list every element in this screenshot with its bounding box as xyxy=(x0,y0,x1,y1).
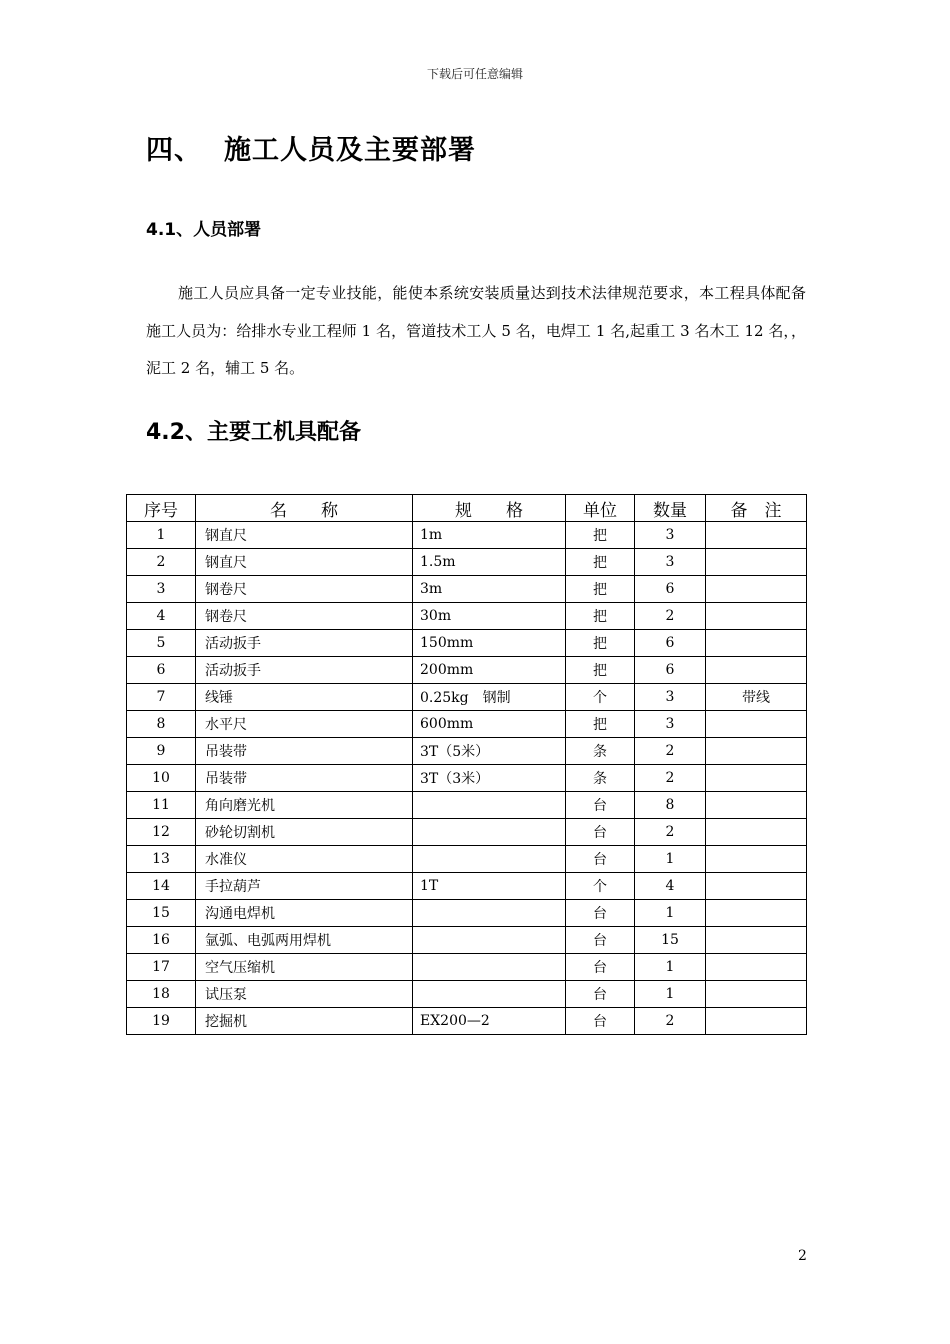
table-row xyxy=(127,954,807,981)
cell-unit: 把 xyxy=(566,522,635,549)
cell-unit: 把 xyxy=(566,603,635,630)
cell-note xyxy=(706,711,807,738)
cell-note xyxy=(706,900,807,927)
cell-note xyxy=(706,549,807,576)
cell-no: 4 xyxy=(127,603,196,630)
table-row xyxy=(127,603,807,630)
cell-name: 氩弧、电弧两用焊机 xyxy=(196,927,413,954)
cell-spec: 150mm xyxy=(413,630,566,657)
cell-spec: 3T（5米） xyxy=(413,738,566,765)
cell-qty: 2 xyxy=(635,1008,706,1035)
cell-no: 7 xyxy=(127,684,196,711)
cell-no: 18 xyxy=(127,981,196,1008)
header-unit: 单位 xyxy=(566,495,635,522)
table-row xyxy=(127,549,807,576)
table-row xyxy=(127,522,807,549)
cell-no: 11 xyxy=(127,792,196,819)
cell-qty: 1 xyxy=(635,846,706,873)
table-row xyxy=(127,711,807,738)
table-header-row xyxy=(127,495,807,522)
cell-name: 空气压缩机 xyxy=(196,954,413,981)
cell-unit: 台 xyxy=(566,792,635,819)
table-row xyxy=(127,1008,807,1035)
table-row xyxy=(127,630,807,657)
table-row xyxy=(127,981,807,1008)
header-no: 序号 xyxy=(127,495,196,522)
header-spec: 规 格 xyxy=(413,495,566,522)
cell-qty: 2 xyxy=(635,819,706,846)
cell-spec xyxy=(413,792,566,819)
cell-unit: 把 xyxy=(566,549,635,576)
cell-note: 带线 xyxy=(706,684,807,711)
cell-qty: 1 xyxy=(635,900,706,927)
cell-spec xyxy=(413,981,566,1008)
cell-spec xyxy=(413,900,566,927)
cell-name: 钢卷尺 xyxy=(196,576,413,603)
cell-no: 16 xyxy=(127,927,196,954)
cell-name: 挖掘机 xyxy=(196,1008,413,1035)
cell-note xyxy=(706,792,807,819)
cell-note xyxy=(706,738,807,765)
cell-note xyxy=(706,630,807,657)
cell-qty: 15 xyxy=(635,927,706,954)
cell-no: 19 xyxy=(127,1008,196,1035)
cell-name: 手拉葫芦 xyxy=(196,873,413,900)
cell-unit: 台 xyxy=(566,981,635,1008)
cell-note xyxy=(706,765,807,792)
cell-unit: 个 xyxy=(566,873,635,900)
page-number: 2 xyxy=(798,1248,807,1264)
cell-name: 试压泵 xyxy=(196,981,413,1008)
cell-spec xyxy=(413,819,566,846)
cell-no: 12 xyxy=(127,819,196,846)
page-header-note: 下载后可任意编辑 xyxy=(426,67,523,81)
table-row xyxy=(127,819,807,846)
cell-unit: 台 xyxy=(566,900,635,927)
cell-unit: 个 xyxy=(566,684,635,711)
cell-no: 2 xyxy=(127,549,196,576)
personnel-paragraph: 施工人员应具备一定专业技能，能使本系统安装质量达到技术法律规范要求，本工程具体配备施工人员为：给排水专业工程师 1 名，管道技术工人 5 名，电焊工 1 名,起重工 3 名木工 12 名，，泥工 2 名，辅工 5 名。 xyxy=(146,284,806,377)
cell-name: 吊装带 xyxy=(196,765,413,792)
chapter-title: 施工人员及主要部署 xyxy=(224,135,476,166)
cell-no: 8 xyxy=(127,711,196,738)
cell-spec: 3m xyxy=(413,576,566,603)
cell-note xyxy=(706,576,807,603)
cell-name: 钢直尺 xyxy=(196,549,413,576)
cell-qty: 6 xyxy=(635,657,706,684)
cell-unit: 把 xyxy=(566,576,635,603)
cell-unit: 台 xyxy=(566,819,635,846)
cell-no: 14 xyxy=(127,873,196,900)
cell-qty: 2 xyxy=(635,603,706,630)
tools-table xyxy=(126,494,807,1035)
cell-note xyxy=(706,603,807,630)
cell-qty: 3 xyxy=(635,711,706,738)
cell-unit: 条 xyxy=(566,765,635,792)
cell-no: 5 xyxy=(127,630,196,657)
cell-spec: 3T（3米） xyxy=(413,765,566,792)
cell-qty: 3 xyxy=(635,522,706,549)
header-name: 名 称 xyxy=(196,495,413,522)
cell-no: 1 xyxy=(127,522,196,549)
cell-name: 活动扳手 xyxy=(196,630,413,657)
cell-note xyxy=(706,927,807,954)
cell-spec: 600mm xyxy=(413,711,566,738)
table-row xyxy=(127,738,807,765)
cell-no: 17 xyxy=(127,954,196,981)
cell-unit: 台 xyxy=(566,954,635,981)
cell-spec: EX200—2 xyxy=(413,1008,566,1035)
table-row xyxy=(127,576,807,603)
cell-note xyxy=(706,657,807,684)
table-row xyxy=(127,873,807,900)
cell-qty: 2 xyxy=(635,765,706,792)
cell-name: 线锤 xyxy=(196,684,413,711)
header-note: 备 注 xyxy=(706,495,807,522)
section-heading-tools: 4.2、主要工机具配备 xyxy=(146,420,361,445)
cell-unit: 把 xyxy=(566,630,635,657)
cell-qty: 3 xyxy=(635,549,706,576)
cell-unit: 台 xyxy=(566,1008,635,1035)
cell-note xyxy=(706,954,807,981)
cell-name: 钢卷尺 xyxy=(196,603,413,630)
chapter-heading xyxy=(146,128,476,167)
chapter-number: 四、 xyxy=(146,135,202,166)
cell-name: 角向磨光机 xyxy=(196,792,413,819)
cell-no: 9 xyxy=(127,738,196,765)
cell-note xyxy=(706,846,807,873)
cell-unit: 把 xyxy=(566,711,635,738)
cell-note xyxy=(706,981,807,1008)
cell-no: 15 xyxy=(127,900,196,927)
section-heading-personnel: 4.1、人员部署 xyxy=(146,220,262,240)
cell-no: 13 xyxy=(127,846,196,873)
cell-qty: 3 xyxy=(635,684,706,711)
cell-qty: 2 xyxy=(635,738,706,765)
cell-qty: 6 xyxy=(635,576,706,603)
cell-spec: 200mm xyxy=(413,657,566,684)
table-row xyxy=(127,846,807,873)
cell-qty: 8 xyxy=(635,792,706,819)
header-qty: 数量 xyxy=(635,495,706,522)
cell-no: 6 xyxy=(127,657,196,684)
cell-name: 沟通电焊机 xyxy=(196,900,413,927)
cell-name: 钢直尺 xyxy=(196,522,413,549)
cell-name: 活动扳手 xyxy=(196,657,413,684)
cell-qty: 1 xyxy=(635,954,706,981)
cell-note xyxy=(706,1008,807,1035)
cell-note xyxy=(706,873,807,900)
cell-qty: 1 xyxy=(635,981,706,1008)
cell-spec: 1T xyxy=(413,873,566,900)
table-row xyxy=(127,684,807,711)
cell-unit: 条 xyxy=(566,738,635,765)
cell-spec xyxy=(413,954,566,981)
table-row xyxy=(127,657,807,684)
cell-qty: 4 xyxy=(635,873,706,900)
cell-name: 砂轮切割机 xyxy=(196,819,413,846)
cell-no: 10 xyxy=(127,765,196,792)
table-row xyxy=(127,792,807,819)
cell-unit: 台 xyxy=(566,846,635,873)
cell-no: 3 xyxy=(127,576,196,603)
cell-spec: 30m xyxy=(413,603,566,630)
cell-note xyxy=(706,522,807,549)
cell-spec: 0.25kg 钢制 xyxy=(413,684,566,711)
table-row xyxy=(127,765,807,792)
cell-name: 水准仪 xyxy=(196,846,413,873)
cell-spec xyxy=(413,846,566,873)
table-row xyxy=(127,927,807,954)
cell-unit: 台 xyxy=(566,927,635,954)
cell-spec xyxy=(413,927,566,954)
cell-unit: 把 xyxy=(566,657,635,684)
cell-spec: 1m xyxy=(413,522,566,549)
cell-note xyxy=(706,819,807,846)
cell-qty: 6 xyxy=(635,630,706,657)
cell-spec: 1.5m xyxy=(413,549,566,576)
cell-name: 吊装带 xyxy=(196,738,413,765)
table-row xyxy=(127,900,807,927)
cell-name: 水平尺 xyxy=(196,711,413,738)
